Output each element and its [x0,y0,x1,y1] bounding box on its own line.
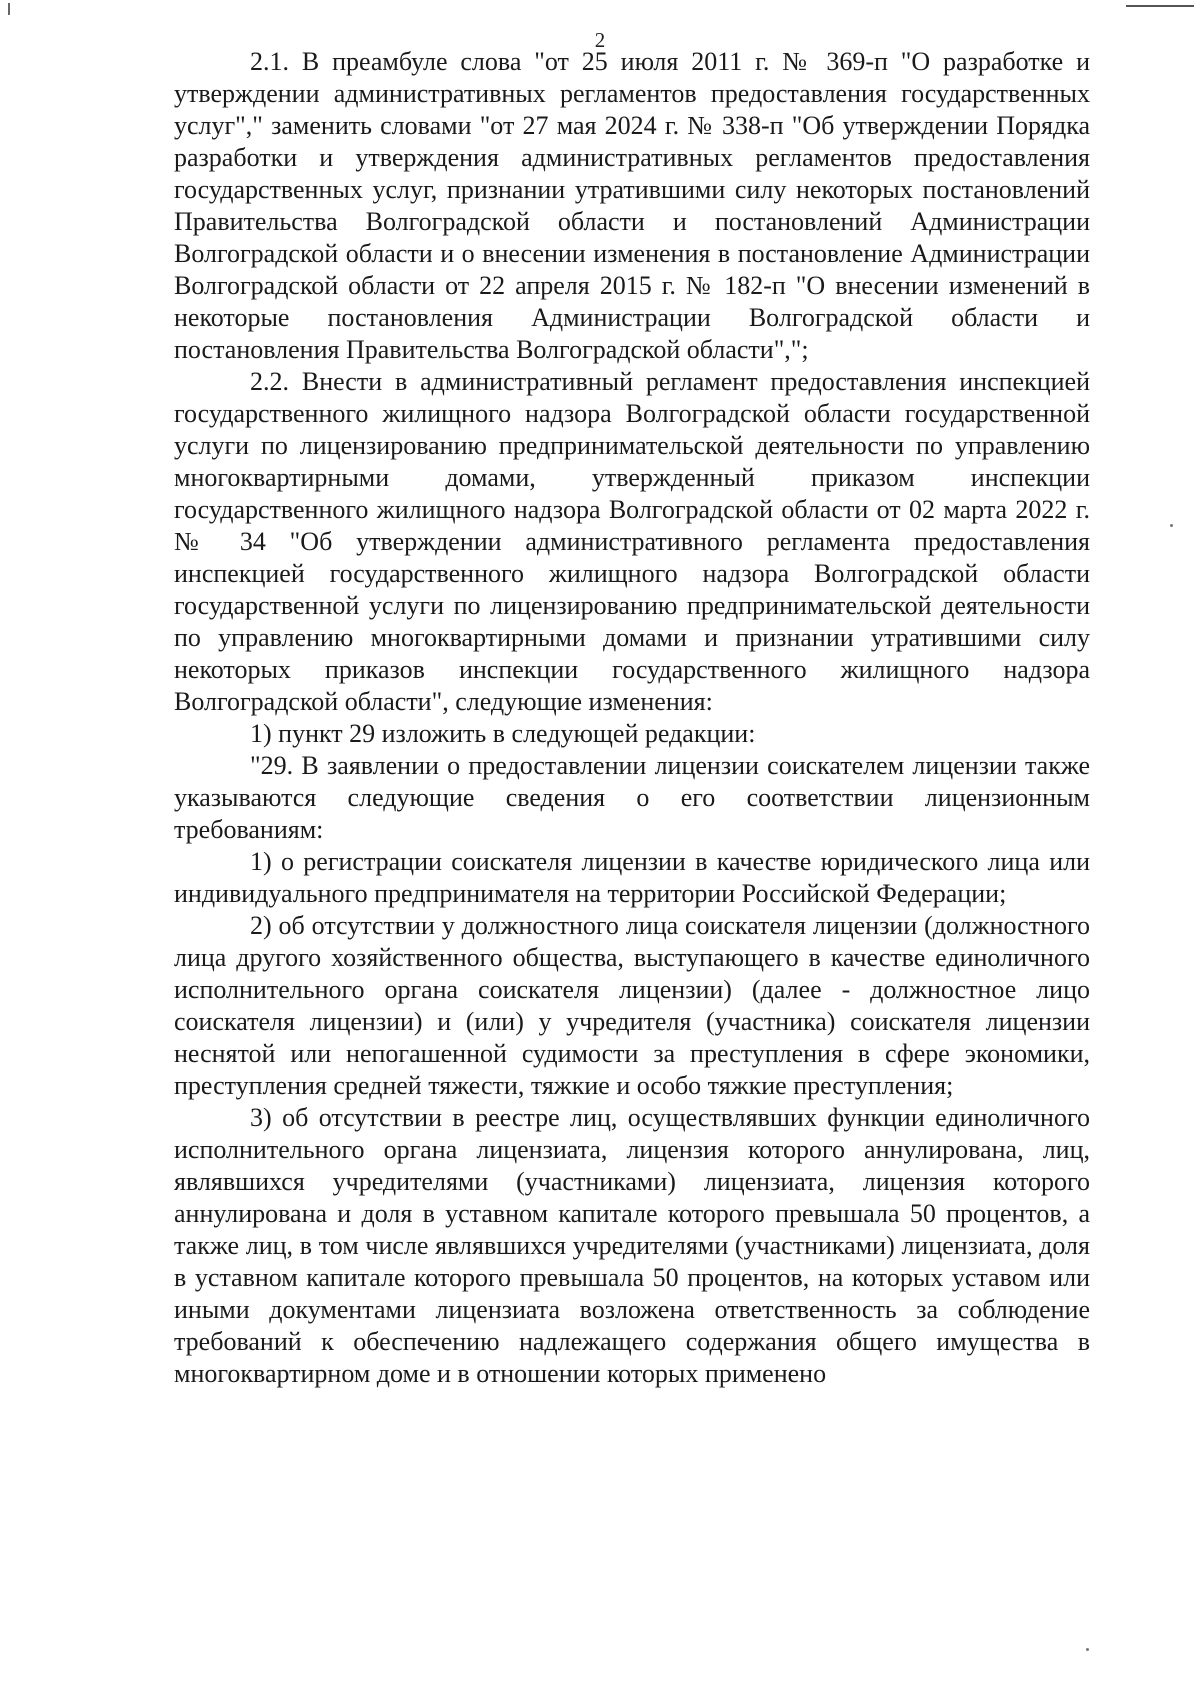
paragraph-29-item-3: 3) об отсутствии в реестре лиц, осуществлявших функции единоличного исполнительного органа лицензиата, лицензия которого аннулирована, лиц, являвшихся учредителями (участниками) лицензиата, лицензия которого аннулирована и доля в уставном капитале которого превышала 50 процентов, а также лиц, в том числе являвшихся учредителями (участниками) лицензиата, доля в уставном капитале которого превышала 50 процентов, на которых уставом или иными документами лицензиата возложена ответственность за соблюдение требований к обеспечению надлежащего содержания общего имущества в многоквартирном доме и в отношении которых применено [174,1103,1090,1388]
paragraph-2-1: 2.1. В преамбуле слова "от 25 июля 2011 г. № 369-п "О разработке и утверждении административных регламентов предоставления государственных услуг"," заменить словами "от 27 мая 2024 г. № 338-п "Об утверждении Порядка разработки и утверждения административных регламентов предоставления государственных услуг, признании утратившими силу некоторых постановлений Правительства Волгоградской области и постановлений Администрации Волгоградской области и о внесении изменения в постановление Администрации Волгоградской области от 22 апреля 2015 г. № 182-п "О внесении изменений в некоторые постановления Администрации Волгоградской области и постановления Правительства Волгоградской области","; [174,47,1090,364]
paragraph-29: "29. В заявлении о предоставлении лицензии соискателем лицензии также указываются следующие сведения о его соответствии лицензионным требованиям: [174,751,1090,844]
scan-speck [1170,524,1173,527]
paragraph-item-1: 1) пункт 29 изложить в следующей редакции: [250,719,756,748]
scan-mark [1126,5,1194,7]
scan-speck [1086,1648,1089,1651]
document-body [174,46,1090,1390]
paragraph-2-2: 2.2. Внести в административный регламент предоставления инспекцией государственного жилищного надзора Волгоградской области государственной услуги по лицензированию предпринимательской деятельности по управлению многоквартирными домами, утвержденный приказом инспекции государственного жилищного надзора Волгоградской области от 02 марта 2022 г. № 34 "Об утверждении административного регламента предоставления инспекцией государственного жилищного надзора Волгоградской области государственной услуги по лицензированию предпринимательской деятельности по управлению многоквартирными домами и признании утратившими силу некоторых приказов инспекции государственного жилищного надзора Волгоградской области", следующие изменения: [174,367,1090,716]
paragraph-29-item-1: 1) о регистрации соискателя лицензии в качестве юридического лица или индивидуального предпринимателя на территории Российской Федерации; [174,847,1090,908]
scan-mark [8,3,10,15]
page-number: 2 [594,28,606,52]
paragraph-29-item-2: 2) об отсутствии у должностного лица соискателя лицензии (должностного лица другого хозяйственного общества, выступающего в качестве единоличного исполнительного органа соискателя лицензии) (далее - должностное лицо соискателя лицензии) и (или) у учредителя (участника) соискателя лицензии неснятой или непогашенной судимости за преступления в сфере экономики, преступления средней тяжести, тяжкие и особо тяжкие преступления; [174,911,1090,1100]
